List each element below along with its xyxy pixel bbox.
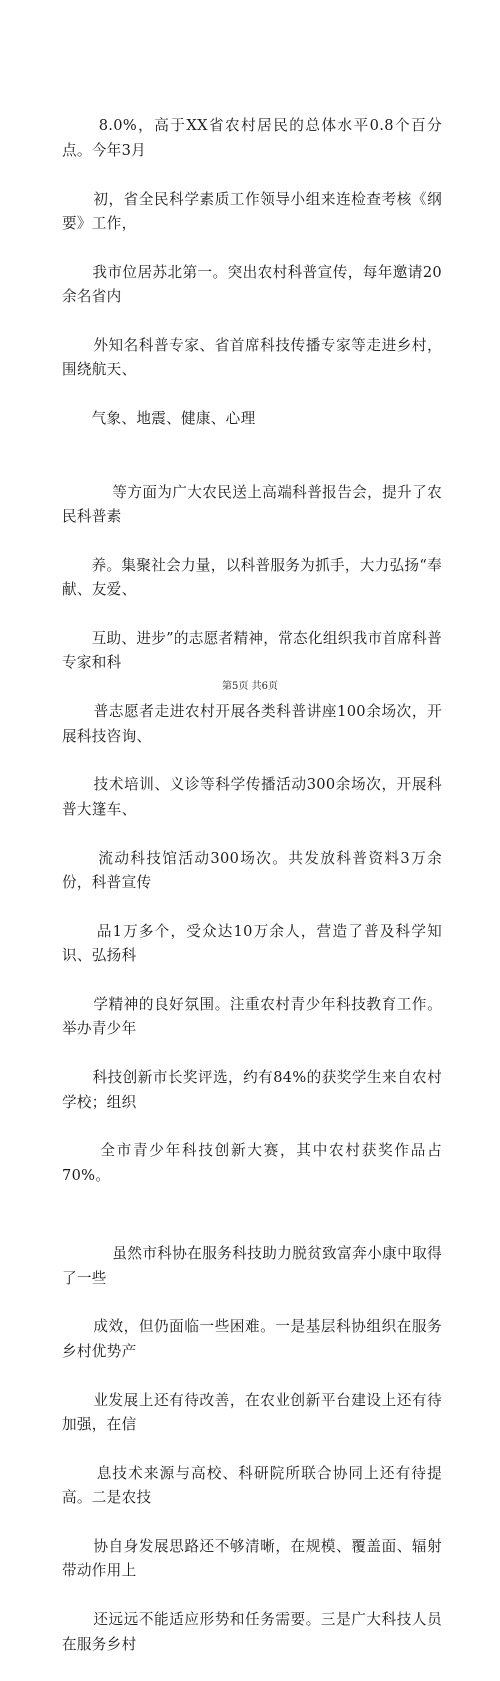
text-line: 养。集聚社会力量，以科普服务为抓手，大力弘扬“奉献、友爱、 (62, 556, 442, 599)
text-line: 气象、地震、健康、心理 (91, 410, 256, 428)
text-line: 8.0%，高于XX省农村居民的总体水平0.8个百分点。今年3月 (62, 117, 442, 159)
paragraph-2 (62, 456, 442, 1213)
text-line: 初，省全民科学素质工作领导小组来连检查考核《纲要》工作， (62, 190, 442, 233)
text-line: 全市青少年科技创新大赛，其中农村获奖作品占70%。 (62, 1142, 442, 1184)
text-line: 业发展上还有待改善，在农业创新平台建设上还有待加强，在信 (62, 1391, 442, 1433)
document-body (62, 90, 442, 1681)
text-line: 虽然市科协在服务科技助力脱贫致富奔小康中取得了一些 (62, 1245, 442, 1287)
text-line: 等方面为广大农民送上高端科普报告会，提升了农民科普素 (62, 483, 442, 525)
text-line: 普志愿者走进农村开展各类科普讲座100余场次，开展科技咨询、 (62, 703, 443, 745)
text-line: 品1万多个，受众达10万余人，营造了普及科学知识、弘扬科 (62, 922, 442, 965)
text-line: 学精神的良好氛围。注重农村青少年科技教育工作。举办青少年 (62, 996, 442, 1038)
paragraph-1 (62, 90, 442, 456)
text-line: 外知名科普专家、省首席科技传播专家等走进乡村，围绕航天、 (62, 337, 442, 379)
text-line: 我市位居苏北第一。突出农村科普宣传，每年邀请20余名省内 (62, 263, 442, 306)
text-line: 协自身发展思路还不够清晰，在规模、覆盖面、辐射带动作用上 (62, 1537, 442, 1580)
text-line: 流动科技馆活动300场次。共发放科普资料3万余份，科普宣传 (62, 849, 442, 891)
text-line: 还远远不能适应形势和任务需要。三是广大科技人员在服务乡村 (62, 1611, 442, 1653)
text-line: 互助、进步”的志愿者精神，常态化组织我市首席科普专家和科 (62, 629, 442, 672)
paragraph-3 (62, 1218, 442, 1681)
page-number-footer: 第5页 共6页 (222, 681, 278, 692)
text-line: 成效，但仍面临一些困难。一是基层科协组织在服务乡村优势产 (62, 1318, 442, 1360)
text-line: 科技创新市长奖评选，约有84%的获奖学生来自农村学校；组织 (62, 1069, 442, 1111)
text-line: 息技术来源与高校、科研院所联合协同上还有待提高。二是农技 (62, 1464, 442, 1507)
text-line: 技术培训、义诊等科学传播活动300余场次，开展科普大篷车、 (62, 776, 443, 818)
